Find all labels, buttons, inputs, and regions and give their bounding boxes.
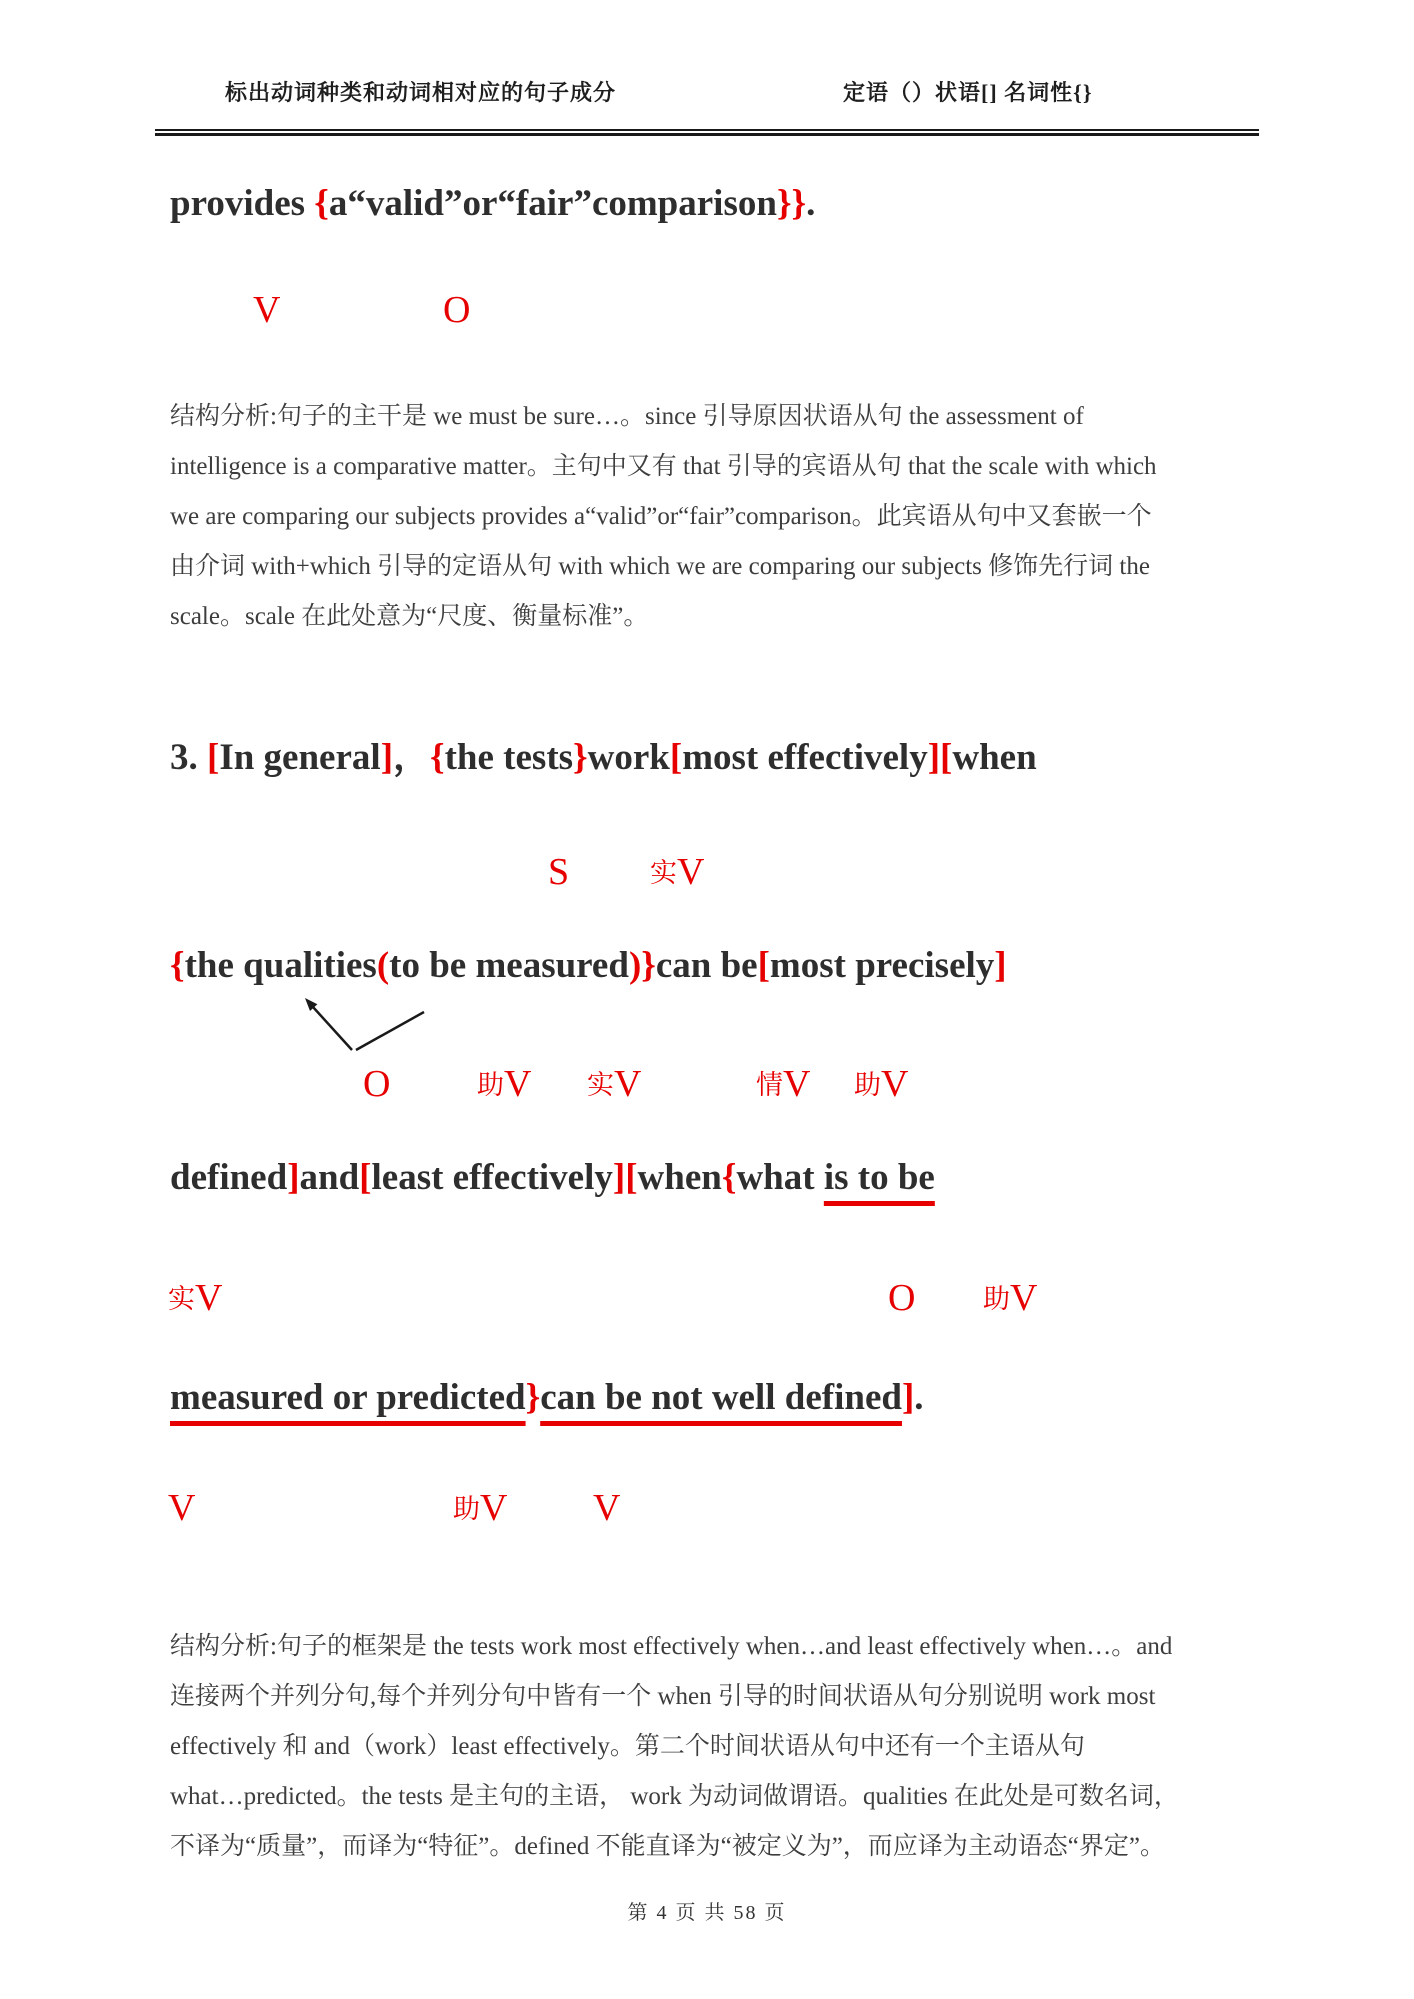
- text-segment: )}: [628, 945, 656, 986]
- analysis-line: effectively 和 and（work）least effectively。第二个时间状语从句中还有一个主语从句: [170, 1733, 1085, 1760]
- text-segment: ]: [901, 1377, 915, 1418]
- label-o: [443, 288, 470, 334]
- label-letter: V: [253, 289, 281, 331]
- text-segment: ]: [380, 737, 394, 778]
- label-shi-v: [168, 1276, 222, 1322]
- text-segment: {: [170, 945, 185, 986]
- labels-row-1: [0, 288, 1414, 350]
- label-letter: V: [783, 1063, 811, 1105]
- header-right-legend: 定语（）状语[] 名词性{}: [843, 80, 1093, 105]
- labels-row-3: [0, 1062, 1414, 1124]
- text-segment: ][: [612, 1157, 638, 1198]
- label-prefix: 助: [477, 1070, 504, 1100]
- text-segment: when: [952, 737, 1037, 778]
- analysis-line: 由介词 with+which 引导的定语从句 with which we are comparing our subjects 修饰先行词 the: [170, 553, 1150, 580]
- label-letter: V: [614, 1063, 642, 1105]
- label-v: [253, 288, 280, 334]
- label-prefix: 情: [756, 1070, 783, 1100]
- text-segment: can be: [655, 945, 758, 986]
- label-letter: O: [363, 1063, 391, 1105]
- header-rule: [155, 129, 1259, 136]
- analysis-line: 结构分析:句子的主干是 we must be sure…。since 引导原因状语从句 the assessment of: [170, 403, 1084, 430]
- label-prefix: 助: [854, 1070, 881, 1100]
- text-segment: a“valid”or“fair”comparison: [328, 183, 777, 224]
- analysis-line: what…predicted。the tests 是主句的主语， work 为动词做谓语。qualities 在此处是可数名词，: [170, 1783, 1179, 1810]
- text-segment: [: [359, 1157, 372, 1198]
- label-letter: V: [168, 1487, 196, 1529]
- label-zhu-v: [477, 1062, 531, 1108]
- labels-row-4: [0, 1276, 1414, 1338]
- text-segment: ]: [994, 945, 1007, 986]
- label-shi-v: [650, 850, 704, 896]
- text-segment: when: [637, 1157, 722, 1198]
- label-letter: O: [443, 289, 471, 331]
- text-segment: }}: [776, 183, 807, 224]
- text-segment: [: [207, 737, 220, 778]
- analysis-line: intelligence is a comparative matter。主句中又有 that 引导的宾语从句 that the scale with which: [170, 453, 1157, 480]
- label-qing-v: [756, 1062, 810, 1108]
- label-letter: V: [480, 1487, 508, 1529]
- label-o: [888, 1276, 915, 1322]
- label-prefix: 实: [650, 858, 677, 888]
- label-v: [593, 1486, 620, 1532]
- analysis-line: we are comparing our subjects provides a“valid”or“fair”comparison。此宾语从句中又套嵌一个: [170, 503, 1152, 530]
- text-segment: }: [573, 737, 588, 778]
- text-segment: least effectively: [371, 1157, 613, 1198]
- text-segment: measured or predicted: [170, 1377, 526, 1418]
- text-segment: {: [721, 1157, 737, 1198]
- labels-row-5: [0, 1486, 1414, 1548]
- label-zhu-v: [854, 1062, 908, 1108]
- header-rule-thick: [155, 133, 1259, 136]
- text-segment: {: [430, 737, 445, 778]
- text-segment: can be not well defined: [540, 1377, 902, 1418]
- label-letter: V: [504, 1063, 532, 1105]
- text-segment: and: [299, 1157, 360, 1198]
- label-letter: V: [677, 851, 705, 893]
- labels-row-2: [0, 850, 1414, 912]
- text-segment: }: [525, 1377, 541, 1418]
- text-segment: ]: [287, 1157, 300, 1198]
- text-segment: (: [376, 945, 390, 986]
- text-segment: {: [314, 183, 329, 224]
- analysis-line: 结构分析:句子的框架是 the tests work most effectively when…and least effectively when…。and: [170, 1633, 1173, 1660]
- text-segment: to be measured: [389, 945, 629, 986]
- text-segment: [: [757, 945, 770, 986]
- sentence-item3-line3: [170, 1156, 935, 1199]
- label-prefix: 助: [983, 1284, 1010, 1314]
- text-segment: work: [587, 737, 670, 778]
- text-segment: the qualities: [184, 945, 377, 986]
- text-segment: 3.: [170, 737, 207, 778]
- text-segment: is to be: [823, 1157, 935, 1198]
- label-o: [363, 1062, 390, 1108]
- sentence-item3-line2: [170, 944, 1007, 987]
- label-zhu-v: [453, 1486, 507, 1532]
- header-left-title: 标出动词种类和动词相对应的句子成分: [225, 80, 617, 105]
- label-v: [168, 1486, 195, 1532]
- analysis-line: 不译为“质量”，而译为“特征”。defined 不能直译为“被定义为”，而应译为主动语态“界定”。: [170, 1833, 1165, 1860]
- page-number: 第 4 页 共 58 页: [627, 1902, 787, 1924]
- label-letter: O: [888, 1277, 916, 1319]
- text-segment: .: [914, 1377, 924, 1418]
- label-letter: V: [593, 1487, 621, 1529]
- annotation-arrow: [272, 992, 442, 1058]
- label-prefix: 助: [453, 1494, 480, 1524]
- label-letter: V: [195, 1277, 223, 1319]
- sentence-item3-line1: [170, 726, 1037, 780]
- text-segment: .: [806, 183, 816, 224]
- analysis-line: scale。scale 在此处意为“尺度、衡量标准”。: [170, 603, 649, 630]
- text-segment: ][: [927, 737, 953, 778]
- text-segment: what: [736, 1157, 824, 1198]
- text-segment: [: [669, 737, 683, 778]
- text-segment: provides: [170, 183, 315, 224]
- text-segment: ，: [393, 737, 431, 778]
- label-letter: S: [548, 851, 570, 893]
- text-segment: most precisely: [769, 945, 995, 986]
- sentence-provides: [170, 182, 815, 225]
- label-letter: V: [1010, 1277, 1038, 1319]
- text-segment: most effectively: [682, 737, 928, 778]
- sentence-item3-line4: [170, 1376, 924, 1419]
- label-prefix: 实: [168, 1284, 195, 1314]
- text-segment: In general: [219, 737, 381, 778]
- analysis-paragraph-2: [170, 1622, 1255, 1872]
- analysis-line: 连接两个并列分句,每个并列分句中皆有一个 when 引导的时间状语从句分别说明 work most: [170, 1683, 1156, 1710]
- label-prefix: 实: [587, 1070, 614, 1100]
- label-s: [548, 850, 569, 896]
- label-letter: V: [881, 1063, 909, 1105]
- analysis-paragraph-1: [170, 392, 1255, 642]
- text-segment: the tests: [444, 737, 574, 778]
- label-shi-v: [587, 1062, 641, 1108]
- text-segment: defined: [170, 1157, 288, 1198]
- label-zhu-v: [983, 1276, 1037, 1322]
